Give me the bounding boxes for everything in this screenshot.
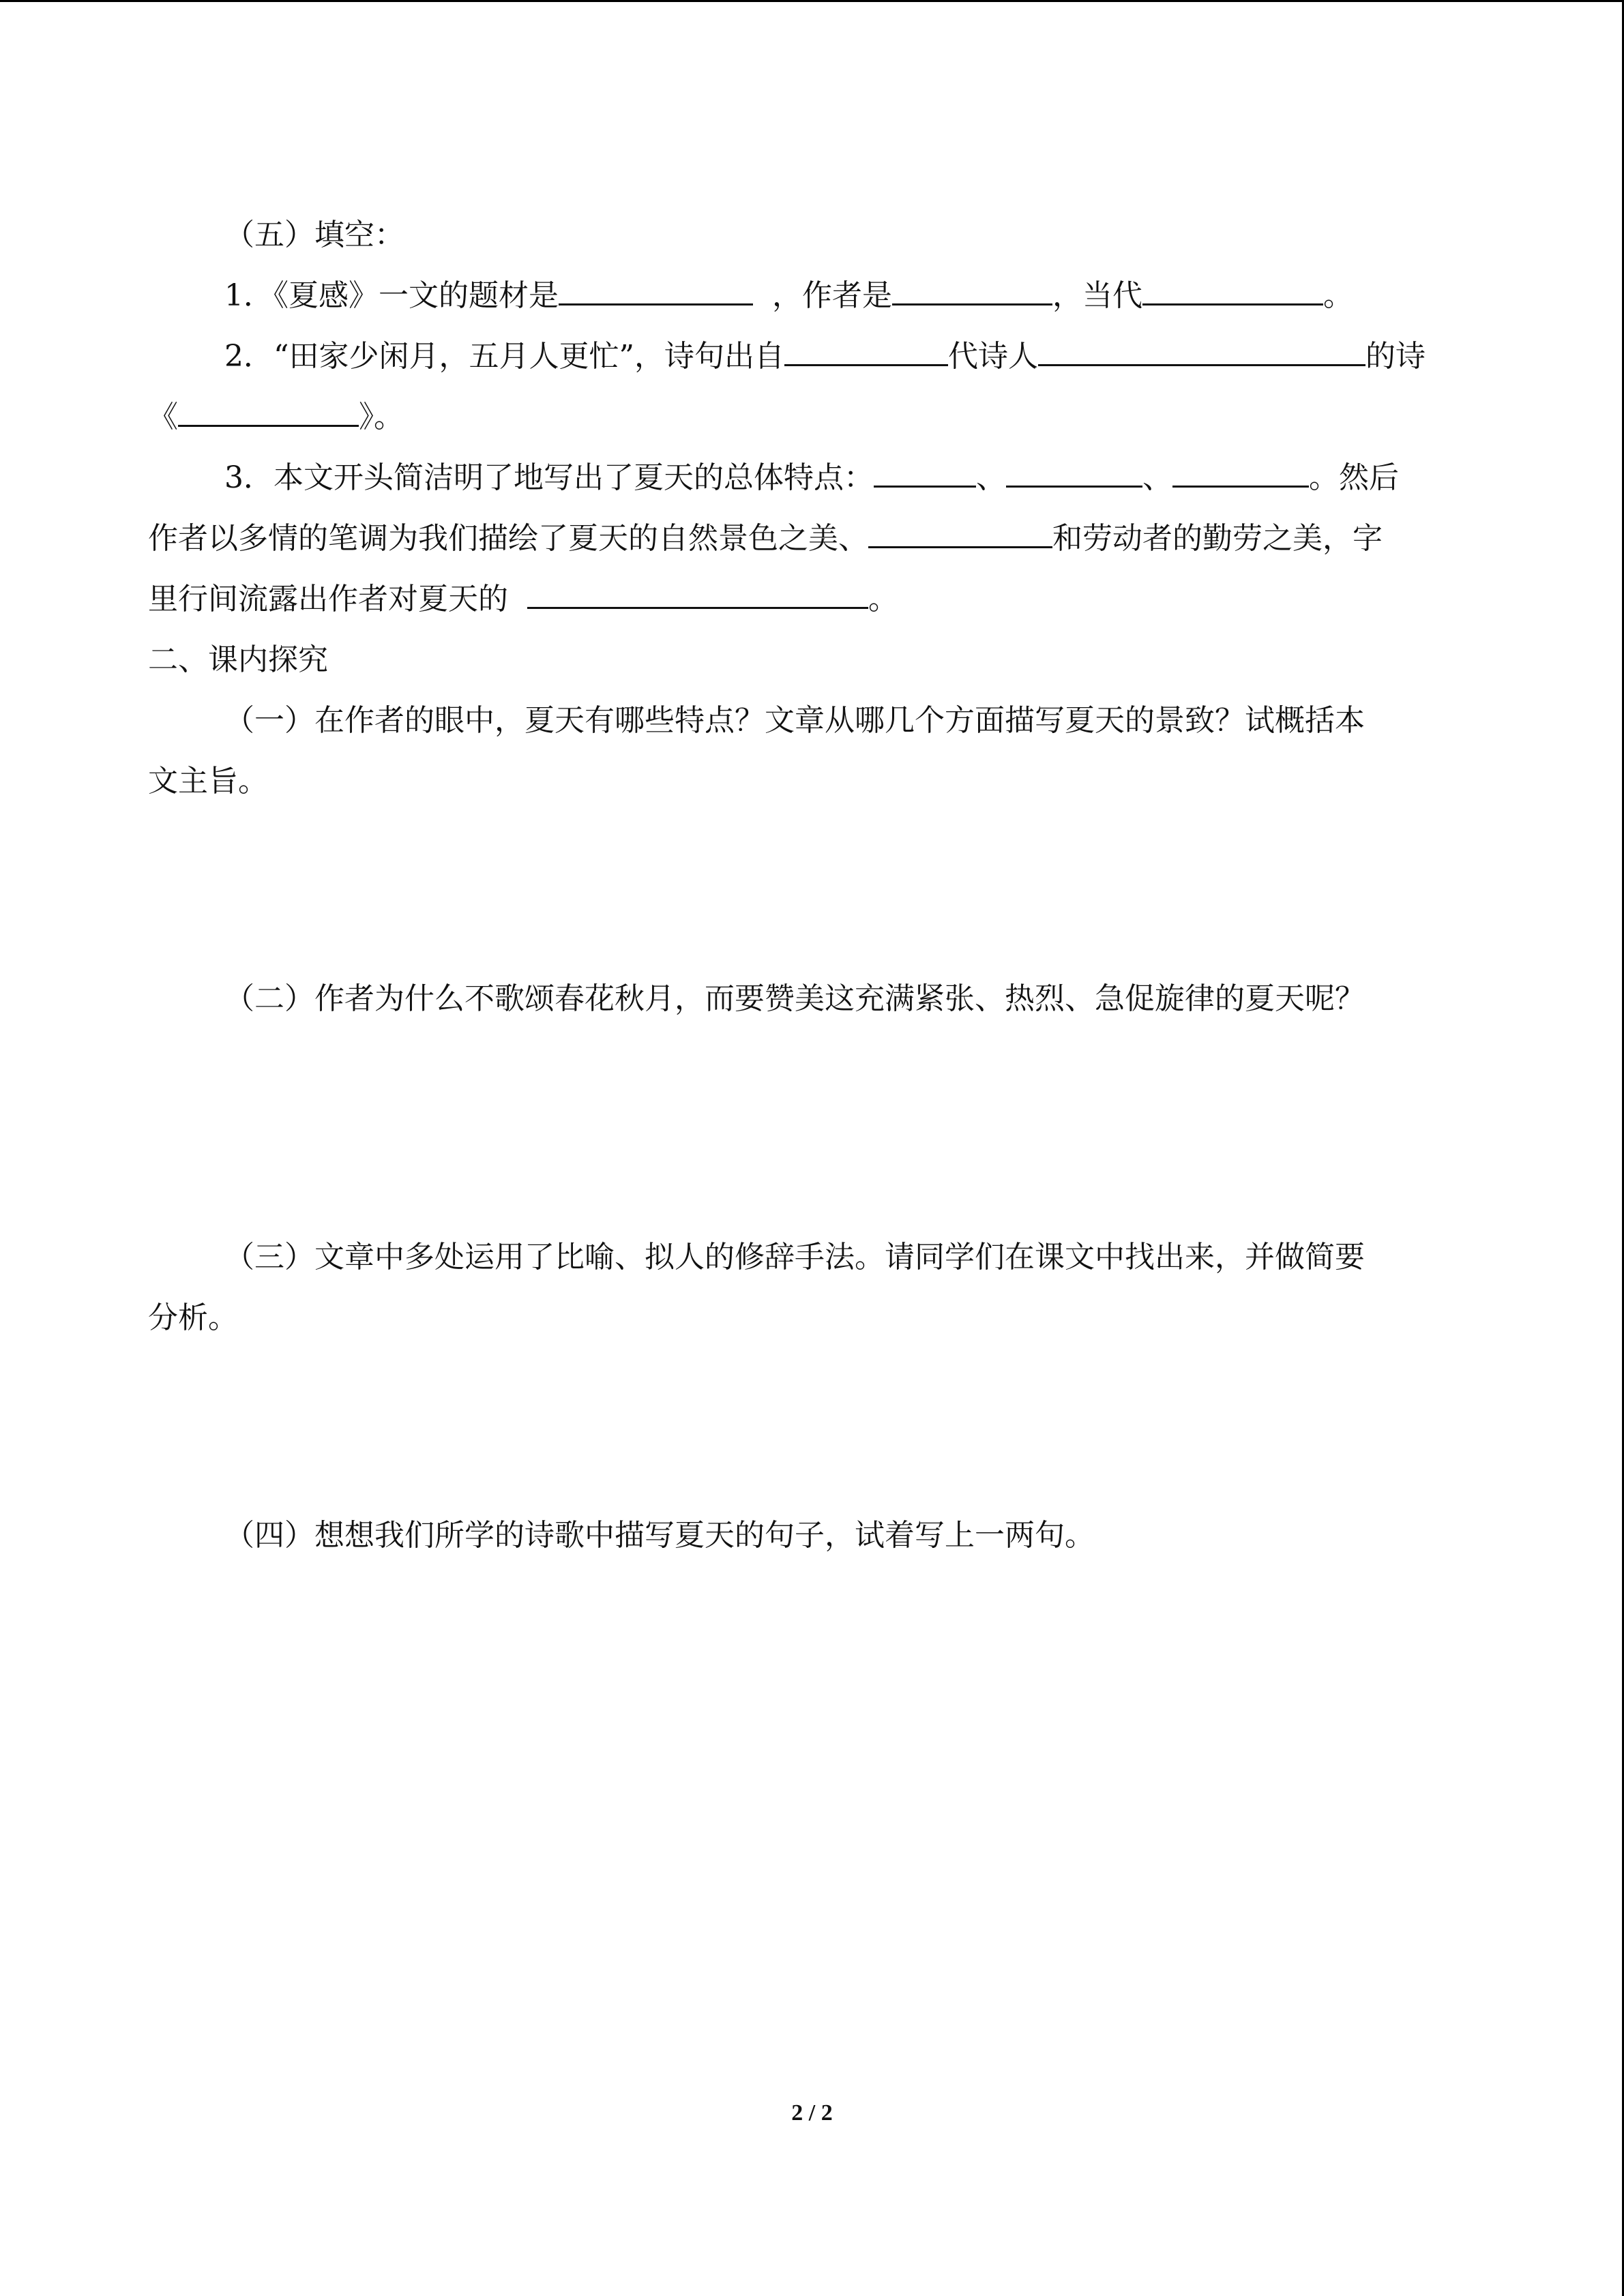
fill-item-1-text-3: ，当代: [1052, 278, 1142, 313]
fill-item-3-text-4: 和劳动者的勤劳之美，字: [1052, 521, 1383, 556]
worksheet-page: [148, 205, 1478, 1566]
fill-item-2-cont: [148, 387, 1478, 447]
answer-blank-3-4[interactable]: [868, 511, 1052, 548]
fill-item-2-text-4: 《: [148, 400, 178, 434]
fill-item-3-text-5: 里行间流露出作者对夏天的: [148, 582, 508, 616]
question-4-line-1: （四）想想我们所学的诗歌中描写夏天的句子，试着写上一两句。: [224, 1518, 1095, 1553]
answer-blank-1-3[interactable]: [1142, 268, 1323, 305]
fill-item-1-text-4: 。: [1323, 278, 1353, 313]
fill-item-1: [148, 265, 1478, 326]
fill-item-2-text-5: 》。: [359, 400, 404, 434]
answer-blank-3-2[interactable]: [1006, 450, 1142, 488]
page-top-border: [0, 0, 1624, 2]
fill-item-1-text-1: 1．《夏感》一文的题材是: [224, 278, 559, 313]
fill-item-3-text-3: 作者以多情的笔调为我们描绘了夏天的自然景色之美、: [148, 521, 868, 556]
answer-area-3[interactable]: [148, 1348, 1478, 1505]
answer-blank-2-2[interactable]: [1038, 329, 1365, 366]
answer-blank-2-1[interactable]: [784, 329, 948, 366]
question-1-line-1: （一）在作者的眼中，夏天有哪些特点？文章从哪几个方面描写夏天的景致？试概括本: [224, 703, 1365, 738]
answer-blank-1-1[interactable]: [559, 268, 753, 305]
fill-item-1-text-2: ，作者是: [771, 278, 892, 313]
fill-item-3-text-2: 。然后: [1309, 460, 1399, 495]
part2-heading: 二、课内探究: [148, 642, 328, 677]
answer-blank-3-3[interactable]: [1172, 450, 1309, 488]
fill-item-3-sep-2: 、: [1142, 460, 1172, 495]
page-number: 2 / 2: [791, 2100, 833, 2126]
answer-blank-3-1[interactable]: [874, 450, 976, 488]
fill-item-2-text-3: 的诗: [1365, 339, 1426, 374]
answer-area-1[interactable]: [148, 811, 1478, 968]
answer-blank-2-3[interactable]: [178, 389, 359, 427]
fill-item-3-cont-2: [148, 569, 1478, 629]
fill-item-2-text-1: 2．“田家少闲月，五月人更忙”，诗句出自: [224, 339, 784, 374]
answer-area-2[interactable]: [148, 1029, 1478, 1227]
question-3-line-1: （三）文章中多处运用了比喻、拟人的修辞手法。请同学们在课文中找出来，并做简要: [224, 1240, 1365, 1274]
fill-item-3-text-6: 。: [868, 582, 898, 616]
section5-heading: （五）填空：: [224, 218, 404, 252]
fill-item-3-text-1: 3．本文开头简洁明了地写出了夏天的总体特点：: [224, 460, 874, 495]
question-3-line-2: 分析。: [148, 1300, 238, 1335]
fill-item-2-text-2: 代诗人: [947, 339, 1038, 374]
fill-item-3: [148, 447, 1478, 508]
answer-blank-3-5[interactable]: [527, 571, 868, 609]
fill-item-3-cont-1: [148, 508, 1478, 569]
question-2-line-1: （二）作者为什么不歌颂春花秋月，而要赞美这充满紧张、热烈、急促旋律的夏天呢？: [224, 981, 1365, 1016]
question-1-line-2: 文主旨。: [148, 764, 268, 799]
fill-item-2: [148, 326, 1478, 387]
fill-item-3-sep-1: 、: [976, 460, 1006, 495]
answer-blank-1-2[interactable]: [892, 268, 1052, 305]
